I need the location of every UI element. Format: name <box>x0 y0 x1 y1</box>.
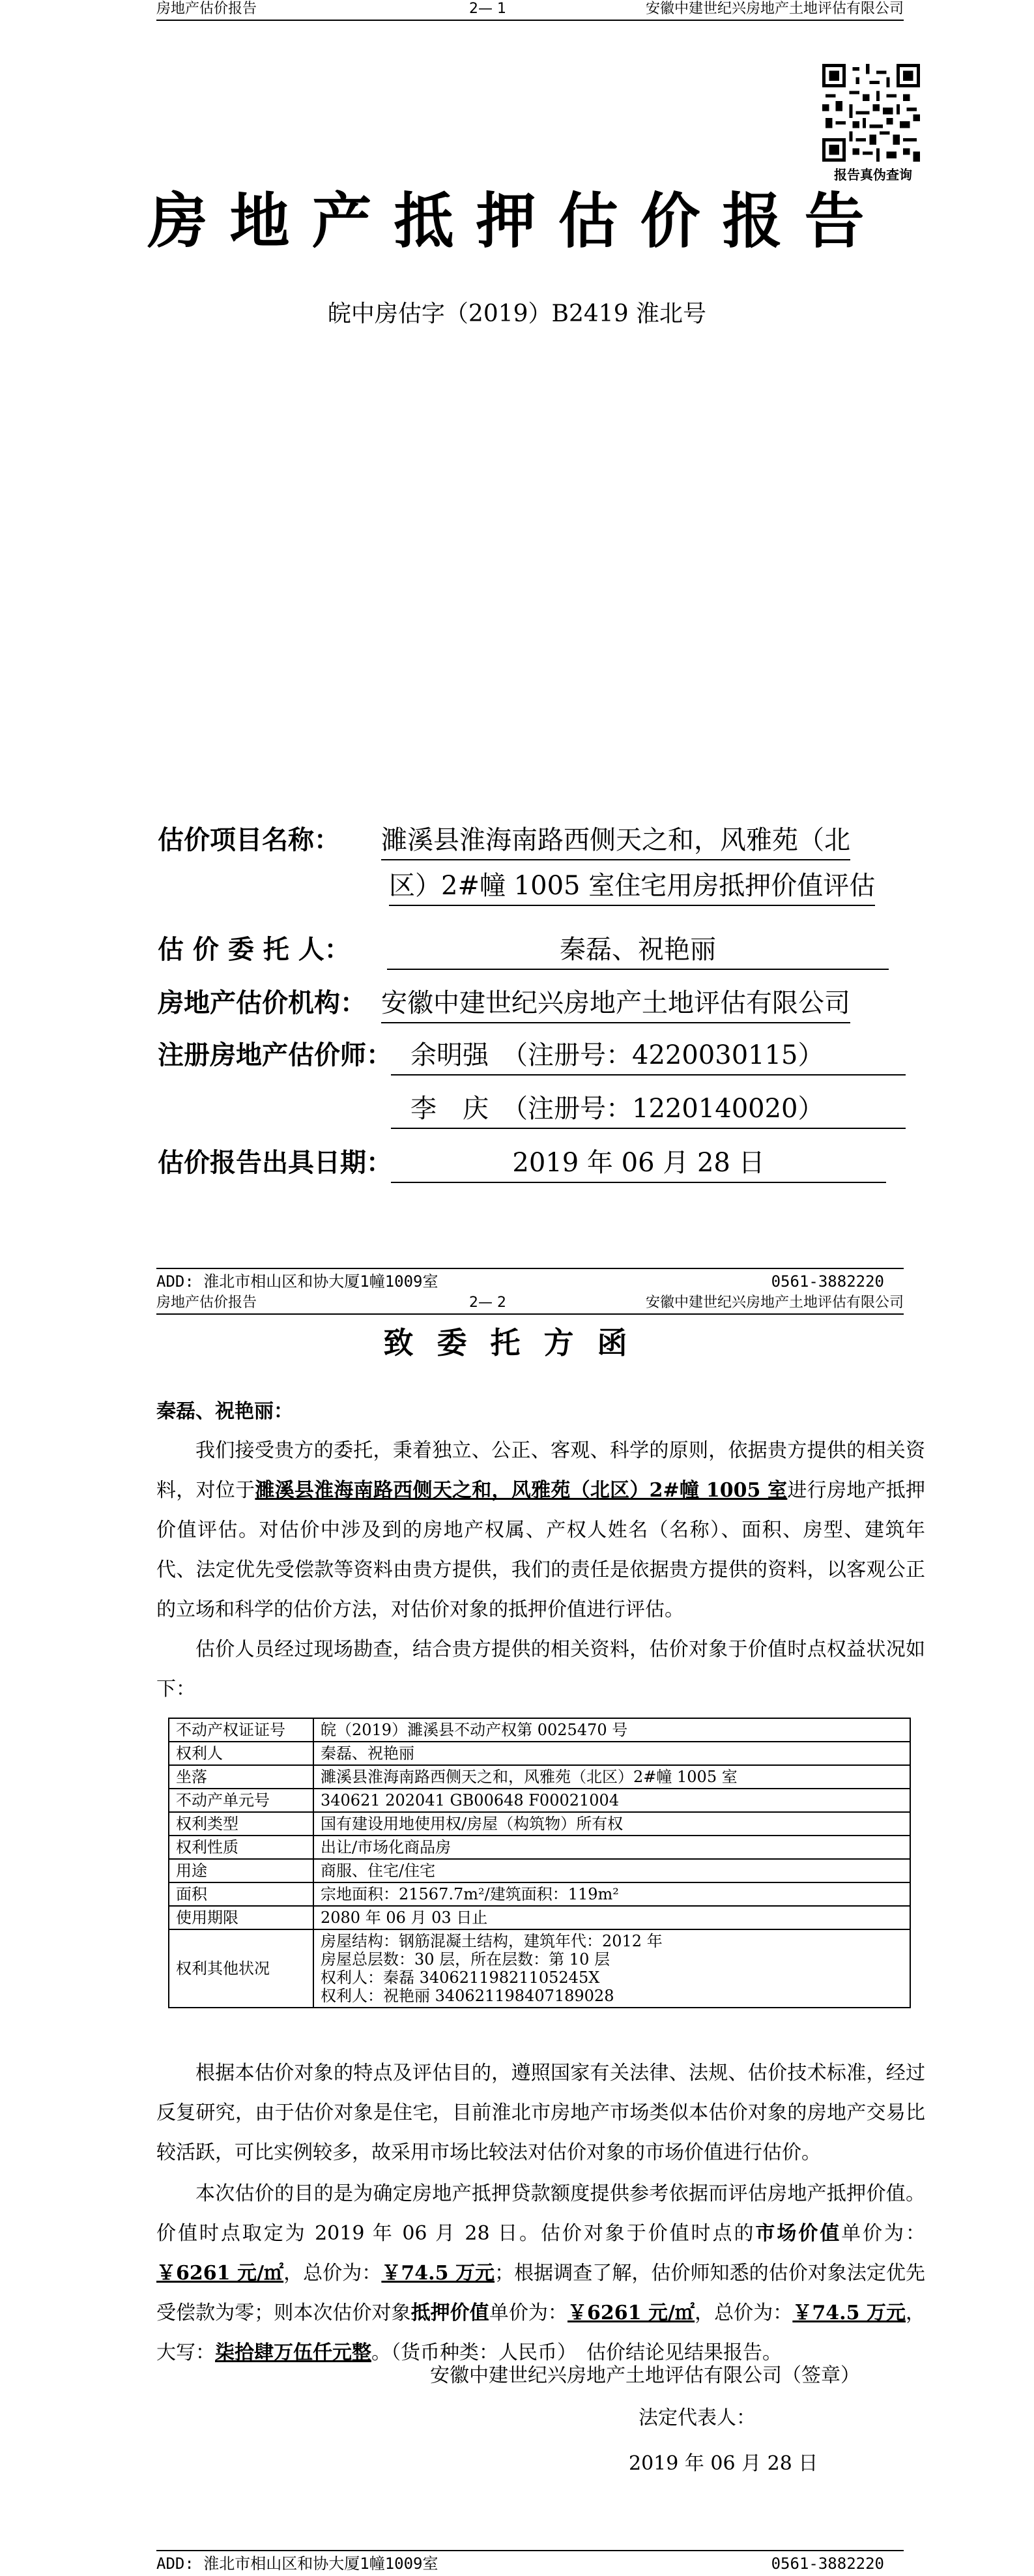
table-row <box>169 1859 910 1882</box>
conclusion-text-h: 。（货币种类：人民币） 估价结论见结果报告。 <box>371 2341 782 2364</box>
conclusion-text-g: ，大写： <box>156 2302 926 2364</box>
table-value <box>313 1929 910 2008</box>
table-value: 宗地面积：21567.7m²/建筑面积：119m² <box>313 1882 910 1906</box>
table-row <box>169 1742 910 1765</box>
page-footer <box>156 2550 904 2572</box>
page-footer <box>156 1268 904 1290</box>
paragraph-survey: 估价人员经过现场勘查，结合贵方提供的相关资料，估价对象于价值时点权益状况如下： <box>156 1638 925 1701</box>
intro-text-a: 我们接受贵方的委托，秉着独立、公正、客观、科学的原则，依据贵方提供的相关资料，对位于 <box>156 1439 925 1502</box>
signature-date: 2019 年 06 月 28 日 <box>629 2452 818 2475</box>
table-value: 皖（2019）濉溪县不动产权第 0025470 号 <box>313 1718 910 1742</box>
table-value: 濉溪县淮海南路西侧天之和，风雅苑（北区）2#幢 1005 室 <box>313 1765 910 1789</box>
conclusion-text-d: ；根据调查了解，估价师知悉的估价对象法定优先受偿款为零；则本次估价对象 <box>156 2262 926 2324</box>
header-company: 安徽中建世纪兴房地产土地评估有限公司 <box>645 1295 904 1311</box>
table-key: 权利类型 <box>169 1812 313 1836</box>
conclusion-text-a: 本次估价的目的是为确定房地产抵押贷款额度提供参考依据而评估房地产抵押价值。价值时点取定为 2019 年 06 月 28 日。估价对象于价值时点的 <box>156 2182 925 2245</box>
table-value: 340621 202041 GB00648 F00021004 <box>313 1789 910 1812</box>
table-row <box>169 1812 910 1836</box>
footer-phone: 0561-3882220 <box>771 1272 884 1291</box>
table-row <box>169 1718 910 1742</box>
signature-org: 安徽中建世纪兴房地产土地评估有限公司（签章） <box>430 2364 860 2387</box>
letter-title: 致委托方函 <box>383 1325 651 1360</box>
other-status-line: 房屋总层数：30 层，所在层数：第 10 层 <box>321 1950 610 1969</box>
footer-address: ADD: 淮北市相山区和协大厦1幢1009室 <box>156 2554 438 2573</box>
footer-address: ADD: 淮北市相山区和协大厦1幢1009室 <box>156 1272 438 1291</box>
table-key: 坐落 <box>169 1765 313 1789</box>
table-row <box>169 1882 910 1906</box>
amount-in-words: 柒拾肆万伍仟元整 <box>215 2341 371 2364</box>
client-label: 估 价 委 托 人： <box>158 935 351 965</box>
footer-phone: 0561-3882220 <box>771 2554 884 2573</box>
header-left: 房地产估价报告 <box>156 1295 257 1311</box>
conclusion-text-c: ，总价为： <box>283 2262 382 2285</box>
paragraph-method: 根据本估价对象的特点及评估目的，遵照国家有关法律、法规、估价技术标准，经过反复研究，由于估价对象是住宅，目前淮北市房地产市场类似本估价对象的房地产交易比较活跃，可比实例较多，故采用市场比较法对估价对象的市场价值进行估价。 <box>156 2062 925 2164</box>
table-row <box>169 1765 910 1789</box>
other-status-line: 权利人：秦磊 34062119821105245X <box>321 1969 600 1987</box>
report-number: 皖中房估字（2019）B2419 淮北号 <box>327 300 707 327</box>
header-page-number: 2— 2 <box>469 1295 506 1311</box>
table-value: 国有建设用地使用权/房屋（构筑物）所有权 <box>313 1812 910 1836</box>
qr-code-icon[interactable] <box>822 64 920 162</box>
table-value: 出让/市场化商品房 <box>313 1836 910 1859</box>
header-company: 安徽中建世纪兴房地产土地评估有限公司 <box>645 1 904 17</box>
table-row <box>169 1789 910 1812</box>
appraiser-2: 李 庆 （注册号：1220140020） <box>391 1090 906 1129</box>
letter-page <box>0 1294 1034 2576</box>
market-unit-price: ￥6261 元/㎡ <box>156 2262 284 2285</box>
table-key: 不动产单元号 <box>169 1789 313 1812</box>
intro-text-b: 进行房地产抵押价值评估。对估价中涉及到的房地产权属、产权人姓名（名称）、面积、房型、建筑年代、法定优先受偿款等资料由贵方提供，我们的责任是依据贵方提供的资料，以客观公正的立场和科学的估价方法，对估价对象的抵押价值进行评估。 <box>156 1479 926 1621</box>
client-value: 秦磊、祝艳丽 <box>387 931 889 970</box>
header-page-number: 2— 1 <box>469 1 506 17</box>
table-key: 不动产权证证号 <box>169 1718 313 1742</box>
date-value: 2019 年 06 月 28 日 <box>391 1144 886 1183</box>
report-title: 房地产抵押估价报告 <box>147 186 887 256</box>
date-label: 估价报告出具日期： <box>158 1148 392 1178</box>
table-key: 权利人 <box>169 1742 313 1765</box>
table-key: 权利性质 <box>169 1836 313 1859</box>
appraiser-label: 注册房地产估价师： <box>158 1040 392 1070</box>
org-label: 房地产估价机构： <box>158 988 366 1018</box>
table-key: 面积 <box>169 1882 313 1906</box>
table-key: 权利其他状况 <box>169 1929 313 2008</box>
conclusion-text-e: 单价为： <box>489 2302 567 2324</box>
table-value: 2080 年 06 月 03 日止 <box>313 1906 910 1929</box>
page-header <box>156 1294 904 1315</box>
mortgage-value-label: 抵押价值 <box>410 2302 489 2324</box>
table-key: 用途 <box>169 1859 313 1882</box>
project-value-line2: 区）2#幢 1005 室住宅用房抵押价值评估 <box>389 867 875 906</box>
table-key: 使用期限 <box>169 1906 313 1929</box>
mortgage-unit-price: ￥6261 元/㎡ <box>567 2302 695 2324</box>
conclusion-text-f: ，总价为： <box>695 2302 793 2324</box>
paragraph-conclusion <box>156 2174 925 2373</box>
signature-representative: 法定代表人： <box>639 2407 756 2429</box>
project-value-line1: 濉溪县淮海南路西侧天之和，风雅苑（北 <box>381 821 850 860</box>
project-label: 估价项目名称： <box>158 825 340 855</box>
salutation: 秦磊、祝艳丽： <box>156 1400 293 1423</box>
page-header <box>156 0 904 21</box>
header-left: 房地产估价报告 <box>156 1 257 17</box>
mortgage-total-price: ￥74.5 万元 <box>792 2302 906 2324</box>
table-value: 秦磊、祝艳丽 <box>313 1742 910 1765</box>
other-status-line: 房屋结构：钢筋混凝土结构，建筑年代：2012 年 <box>321 1932 663 1950</box>
market-total-price: ￥74.5 万元 <box>381 2262 495 2285</box>
rights-table <box>168 1718 911 2008</box>
org-value: 安徽中建世纪兴房地产土地评估有限公司 <box>381 984 850 1023</box>
conclusion-text-b: 单价为： <box>841 2222 926 2245</box>
table-value: 商服、住宅/住宅 <box>313 1859 910 1882</box>
qr-caption: 报告真伪查询 <box>834 167 912 183</box>
appraiser-1: 余明强 （注册号：4220030115） <box>391 1036 906 1076</box>
table-row <box>169 1929 910 2008</box>
intro-property-address: 濉溪县淮海南路西侧天之和，风雅苑（北区）2#幢 1005 室 <box>255 1479 788 1502</box>
paragraph-intro <box>156 1431 925 1630</box>
table-row <box>169 1836 910 1859</box>
other-status-line: 权利人：祝艳丽 340621198407189028 <box>321 1987 614 2005</box>
table-row <box>169 1906 910 1929</box>
market-value-label: 市场价值 <box>755 2222 842 2245</box>
